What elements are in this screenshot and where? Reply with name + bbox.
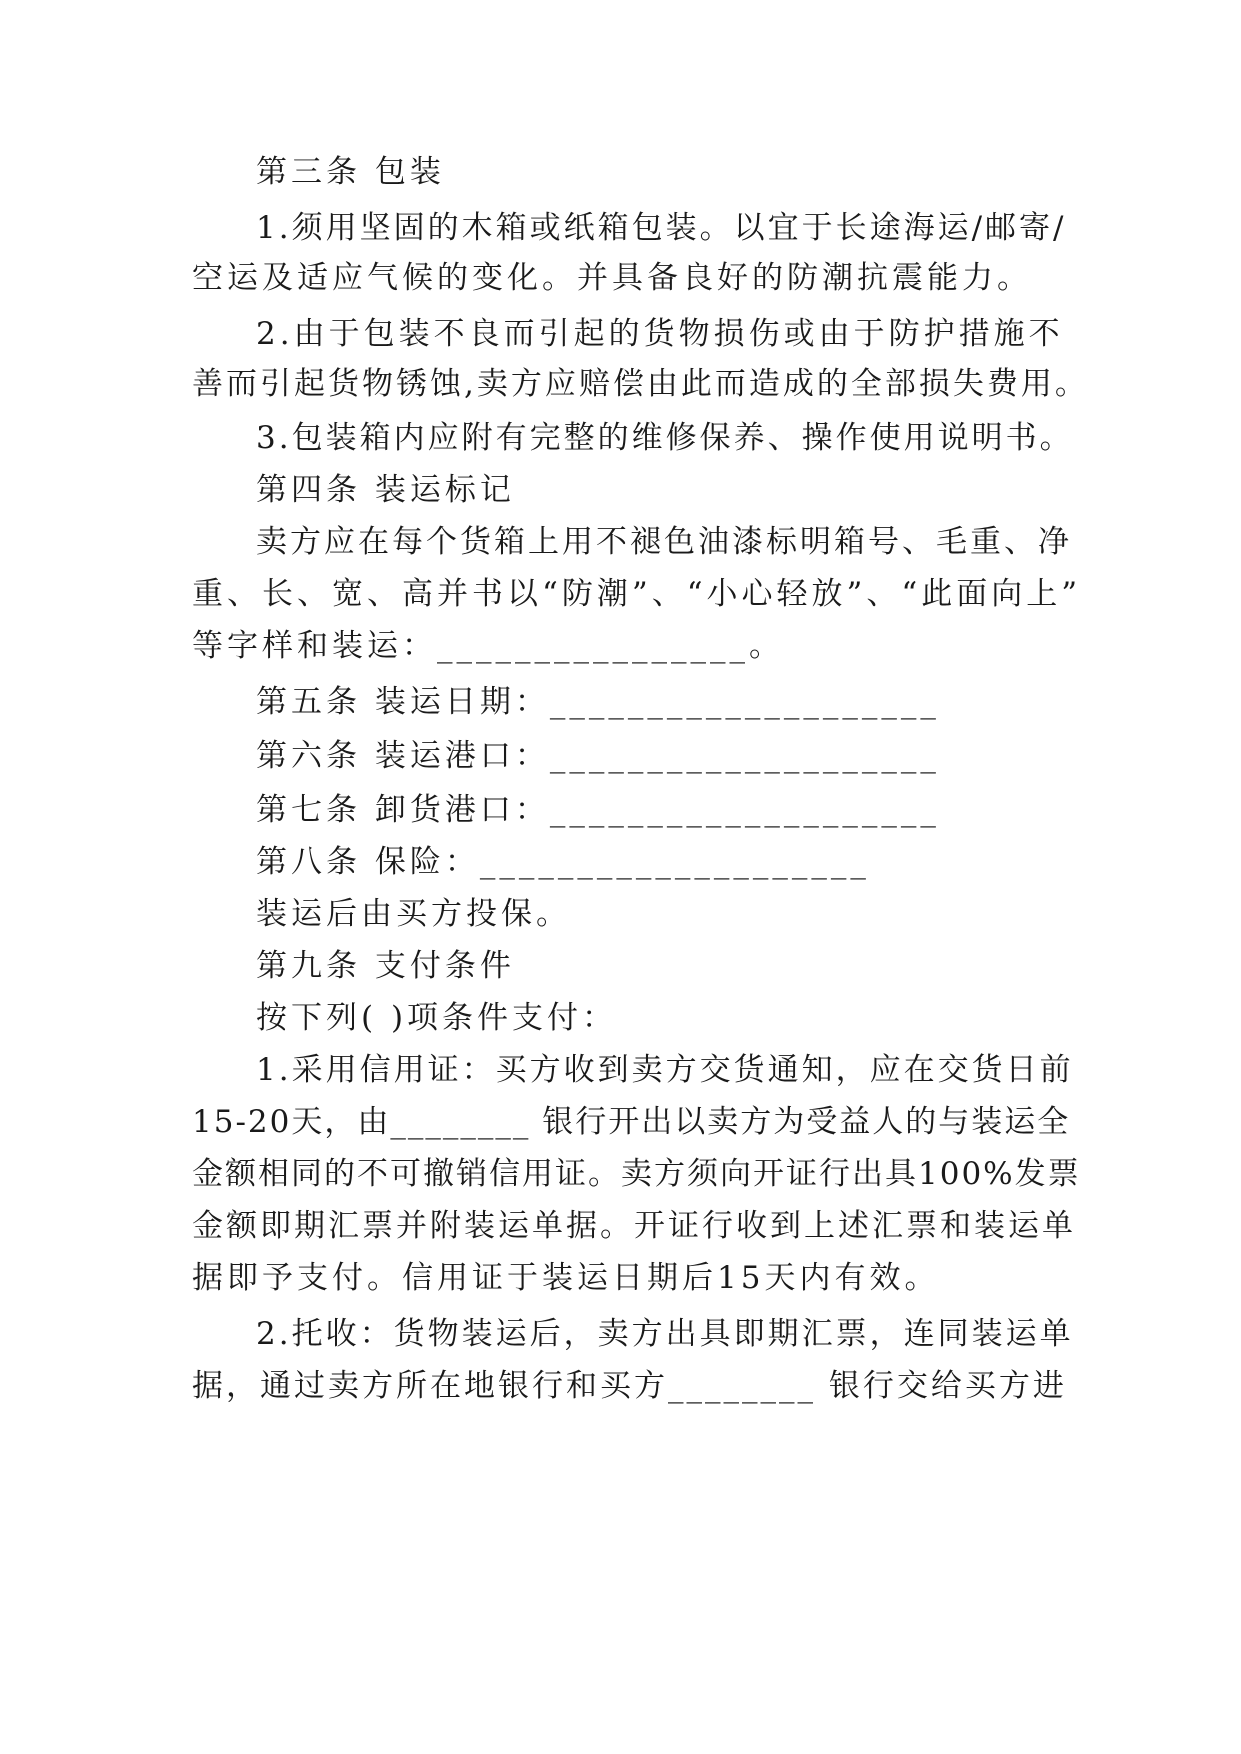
article-7-unloading-port: 第七条 卸货港口：____________________ <box>256 792 940 828</box>
article-4-text-line-2: 重、长、宽、高并书以“防潮”、“小心轻放”、“此面向上” <box>192 576 1082 612</box>
article-4-text-line-3: 等字样和装运：________________。 <box>192 628 784 664</box>
article-9-lc-line-3: 金额相同的不可撤销信用证。卖方须向开证行出具100%发票 <box>192 1156 1081 1192</box>
article-4-text-line-1: 卖方应在每个货箱上用不褪色油漆标明箱号、毛重、净 <box>256 524 1072 560</box>
article-9-lc-line-5: 据即予支付。信用证于装运日期后15天内有效。 <box>192 1260 940 1296</box>
article-9-lc-line-2: 15-20天，由________ 银行开出以卖方为受益人的与装运全 <box>192 1104 1071 1140</box>
article-9-collection-line-1: 2.托收：货物装运后，卖方出具即期汇票，连同装运单 <box>256 1316 1074 1352</box>
article-6-loading-port: 第六条 装运港口：____________________ <box>256 738 940 774</box>
article-3-clause-2-line-2: 善而引起货物锈蚀,卖方应赔偿由此而造成的全部损失费用。 <box>192 366 1089 402</box>
article-3-clause-1-line-2: 空运及适应气候的变化。并具备良好的防潮抗震能力。 <box>192 260 1032 296</box>
article-3-clause-1-line-1: 1.须用坚固的木箱或纸箱包装。以宜于长途海运/邮寄/ <box>256 210 1067 246</box>
article-9-collection-line-2: 据，通过卖方所在地银行和买方________ 银行交给买方进 <box>192 1368 1067 1404</box>
article-3-clause-3: 3.包装箱内应附有完整的维修保养、操作使用说明书。 <box>256 420 1074 456</box>
article-9-heading: 第九条 支付条件 <box>256 948 515 984</box>
article-8-insurance: 第八条 保险：____________________ <box>256 844 870 880</box>
article-4-heading: 第四条 装运标记 <box>256 472 515 508</box>
article-8-insurance-note: 装运后由买方投保。 <box>256 896 571 932</box>
article-9-lc-line-4: 金额即期汇票并附装运单据。开证行收到上述汇票和装运单 <box>192 1208 1076 1244</box>
article-3-heading: 第三条 包装 <box>256 154 445 190</box>
article-9-lc-line-1: 1.采用信用证：买方收到卖方交货通知，应在交货日前 <box>256 1052 1074 1088</box>
article-9-intro: 按下列( )项条件支付： <box>256 1000 618 1036</box>
article-3-clause-2-line-1: 2.由于包装不良而引起的货物损伤或由于防护措施不 <box>256 316 1064 352</box>
article-5-shipping-date: 第五条 装运日期：____________________ <box>256 684 940 720</box>
